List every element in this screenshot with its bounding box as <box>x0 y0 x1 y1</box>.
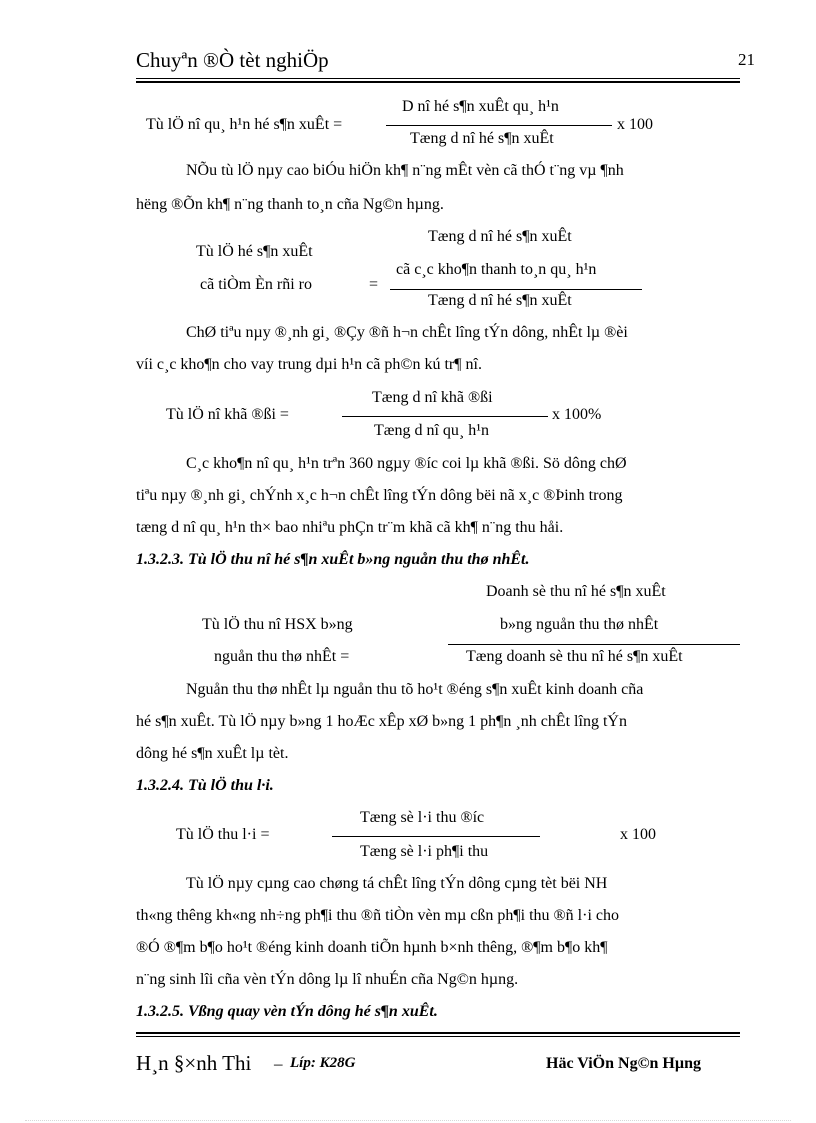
paragraph-line: ®Ó ®¶m b¶o ho¹t ®éng kinh doanh tiÕn hµnh b×nh thêng, ®¶m b¶o kh¶ <box>136 939 608 956</box>
footer-rule-top <box>136 1032 740 1034</box>
formula-multiplier: x 100 <box>617 116 653 133</box>
fraction-line <box>448 644 740 645</box>
section-heading: 1.3.2.4. Tù lÖ thu l·i. <box>136 777 274 794</box>
paragraph-line: ChØ tiªu nµy ®¸nh gi¸ ®Çy ®ñ h¬n chÊt lîng tÝn dông, nhÊt lµ ®èi <box>186 324 628 341</box>
formula-denominator: Tæng d nî hé s¶n xuÊt <box>410 130 554 147</box>
page-number: 21 <box>738 50 755 69</box>
paragraph-line: th«ng thêng kh«ng nh÷ng ph¶i thu ®ñ tiÒn vèn mµ cßn ph¶i thu ®ñ l·i cho <box>136 907 619 924</box>
formula-numerator: Tæng sè l·i thu ®íc <box>360 809 485 826</box>
formula-numerator: cã c¸c kho¶n thanh to¸n qu¸ h¹n <box>396 261 597 278</box>
section-heading: 1.3.2.3. Tù lÖ thu nî hé s¶n xuÊt b»ng nguån thu thø nhÊt. <box>136 551 530 568</box>
formula-denominator: Tæng sè l·i ph¶i thu <box>360 843 489 860</box>
formula-denominator: Tæng doanh sè thu nî hé s¶n xuÊt <box>466 648 683 665</box>
header-rule-top <box>136 78 740 79</box>
formula-numerator-line2: b»ng nguån thu thø nhÊt <box>500 616 659 633</box>
formula-lhs: Tù lÖ thu l·i = <box>176 826 270 843</box>
footer-rule-bottom <box>136 1036 740 1037</box>
formula-lhs-line2: cã tiÒm Èn rñi ro <box>200 276 312 293</box>
header-rule-bottom <box>136 81 740 83</box>
fraction-line <box>386 125 612 126</box>
formula-lhs: Tù lÖ nî khã ®ßi = <box>166 406 289 423</box>
paragraph-line: Nguån thu thø nhÊt lµ nguån thu tõ ho¹t ®éng s¶n xuÊt kinh doanh cña <box>186 681 644 698</box>
paragraph-line: víi c¸c kho¶n cho vay trung dµi h¹n cã ph©n kú tr¶ nî. <box>136 356 482 373</box>
formula-lhs-line2: nguån thu thø nhÊt = <box>214 648 350 665</box>
paragraph-line: hé s¶n xuÊt. Tù lÖ nµy b»ng 1 hoÆc xÊp xØ b»ng 1 ph¶n ¸nh chÊt lîng tÝn <box>136 713 627 730</box>
footer-dash: – <box>274 1054 283 1073</box>
formula-numerator: Tæng d nî khã ®ßi <box>372 389 493 406</box>
formula-lhs-line1: Tù lÖ hé s¶n xuÊt <box>196 243 313 260</box>
paragraph-line: tiªu nµy ®¸nh gi¸ chÝnh x¸c h¬n chÊt lîng tÝn dông bëi nã x¸c ®Þinh trong <box>136 487 623 504</box>
section-heading: 1.3.2.5. Vßng quay vèn tÝn dông hé s¶n xuÊt. <box>136 1003 438 1020</box>
formula-denominator: Tæng d nî qu¸ h¹n <box>374 422 490 439</box>
formula-numerator-line1: Doanh sè thu nî hé s¶n xuÊt <box>486 583 666 600</box>
formula-numerator: D nî hé s¶n xuÊt qu¸ h¹n <box>402 98 559 115</box>
footer-class: Líp: K28G <box>290 1055 356 1071</box>
paragraph-line: Tù lÖ nµy cµng cao chøng tá chÊt lîng tÝn dông cµng tèt bëi NH <box>186 875 608 892</box>
formula-denominator: Tæng d nî hé s¶n xuÊt <box>428 292 572 309</box>
header-title: Chuyªn ®Ò tèt nghiÖp <box>136 48 329 72</box>
formula-lhs: Tù lÖ nî qu¸ h¹n hé s¶n xuÊt = <box>146 116 343 133</box>
footer-author: H¸n §×nh Thi <box>136 1051 252 1075</box>
paragraph-line: dông hé s¶n xuÊt lµ tèt. <box>136 745 289 762</box>
fraction-line <box>342 416 548 417</box>
paragraph-line: n¨ng sinh lîi cña vèn tÝn dông lµ lî nhuÉn cña Ng©n hµng. <box>136 971 519 988</box>
paragraph-line: hëng ®Õn kh¶ n¨ng thanh to¸n cña Ng©n hµng. <box>136 196 444 213</box>
formula-lhs-line1: Tù lÖ thu nî HSX b»ng <box>202 616 353 633</box>
formula-top-label: Tæng d nî hé s¶n xuÊt <box>428 228 572 245</box>
formula-equals: = <box>369 276 379 293</box>
formula-multiplier: x 100 <box>620 826 656 843</box>
paragraph-line: NÕu tù lÖ nµy cao biÓu hiÖn kh¶ n¨ng mÊt vèn cã thÓ t¨ng vµ ¶nh <box>186 162 624 179</box>
fraction-line <box>390 289 642 290</box>
fraction-line <box>332 836 540 837</box>
formula-multiplier: x 100% <box>552 406 602 423</box>
footer-school: Häc ViÖn Ng©n Hµng <box>546 1055 701 1072</box>
page-edge-dotted-line <box>25 1120 791 1121</box>
paragraph-line: C¸c kho¶n nî qu¸ h¹n trªn 360 ngµy ®íc coi lµ khã ®ßi. Sö dông chØ <box>186 455 627 472</box>
paragraph-line: tæng d nî qu¸ h¹n th× bao nhiªu phÇn tr¨m khã cã kh¶ n¨ng thu håi. <box>136 519 564 536</box>
